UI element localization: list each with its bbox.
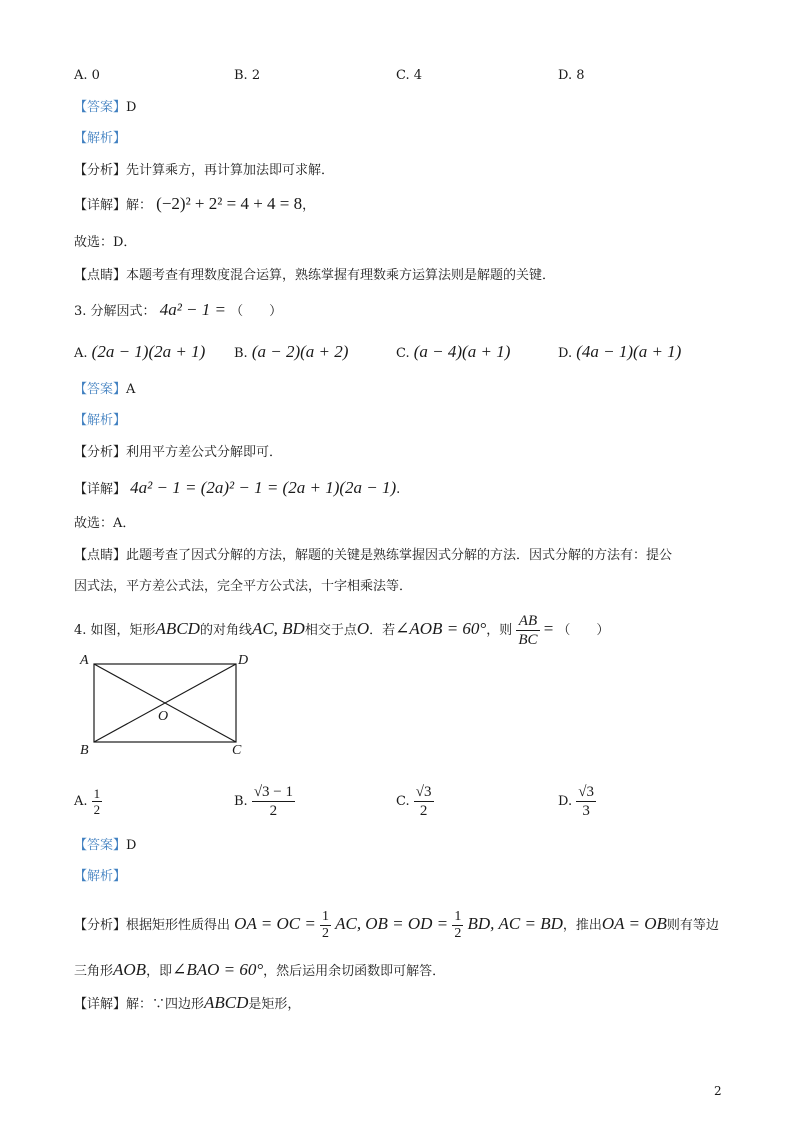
q3-option-a (74, 342, 205, 364)
fenxi-b: ，推出 (562, 918, 602, 933)
answer-value: D (126, 838, 137, 853)
q4-stem-c: 相交于点 (304, 623, 357, 638)
label-o: O (158, 709, 169, 724)
answer-value: A (126, 382, 136, 397)
q4-option-c-fraction (414, 783, 434, 820)
xiangjie-math: (−2)² + 2² = 4 + 4 = 8 (156, 194, 303, 213)
q4-stem-eq: = (543, 619, 554, 638)
fenxi-text: 利用平方差公式分解即可． (126, 445, 283, 460)
q4-option-a-fraction (92, 786, 103, 817)
fraction-denominator: 3 (582, 803, 590, 819)
xiangjie-tag: 【详解】 (74, 482, 127, 497)
q3-option-a-label: A. (74, 346, 88, 361)
q2-option-a: A. 0 (74, 68, 100, 83)
fenxi-line2-a: 三角形 (74, 964, 114, 979)
fraction-denominator: 2 (419, 803, 428, 819)
fenxi-tag: 【分析】 (74, 445, 127, 460)
fraction-numerator: √3 (578, 784, 594, 800)
fenxi-half-2 (452, 909, 463, 942)
fraction-numerator: 1 (454, 909, 462, 924)
dianjing-tag: 【点睛】 (74, 268, 127, 283)
q4-stem-acbd: AC, BD (251, 619, 305, 638)
xiangjie-tag: 【详解】 (74, 198, 127, 213)
xiangjie-suffix: ， (302, 198, 316, 213)
q4-option-c-label: C. (396, 794, 410, 809)
q4-fenxi-line1 (74, 904, 719, 946)
q4-stem-o: O (356, 619, 370, 638)
fraction-denominator: 2 (269, 803, 278, 819)
q4-option-b (234, 782, 295, 822)
fraction-numerator: √3 (415, 784, 432, 800)
answer-tag: 【答案】 (74, 382, 127, 397)
rectangle-diagram (74, 648, 264, 760)
q2-dianjing (74, 266, 555, 286)
fenxi-m2: AC, (335, 914, 362, 933)
q2-choose: 故选：D． (74, 235, 137, 250)
xiangjie-suffix: . (396, 482, 401, 497)
q3-answer (74, 380, 135, 400)
answer-value: D (126, 100, 137, 115)
xiangjie-b: 是矩形， (248, 997, 301, 1012)
fenxi-m4: BD, (467, 914, 495, 933)
fraction-denominator: 2 (321, 926, 329, 941)
q4-stem-angle: ∠AOB = 60° (395, 619, 487, 638)
dianjing-text: 此题考查了因式分解的方法，解题的关键是熟练掌握因式分解的方法．因式分解的方法有：提公 (126, 548, 673, 563)
q2-fenxi (74, 161, 334, 181)
fenxi-line2-b: ，即 (146, 964, 173, 979)
q3-stem (74, 300, 282, 322)
q3-analysis-tag: 【解析】 (74, 413, 127, 428)
xiangjie-prefix: 解： (126, 198, 153, 213)
fenxi-line2-m2: ∠BAO = 60° (172, 960, 264, 979)
fraction-numerator: 1 (93, 786, 101, 801)
fenxi-half-1 (320, 909, 331, 942)
xiangjie-tag: 【详解】 (74, 997, 127, 1012)
label-a: A (80, 653, 89, 668)
q4-stem-e: ，则 (486, 623, 513, 638)
fraction-denominator: BC (518, 632, 538, 648)
q3-option-b-math: (a − 2)(a + 2) (251, 342, 349, 361)
q4-analysis-tag: 【解析】 (74, 869, 127, 884)
xiangjie-a: 解：∵四边形 (126, 997, 205, 1012)
q4-fenxi-line2 (74, 960, 445, 982)
fenxi-m6: OA = OB (601, 914, 667, 933)
xiangjie-m: ABCD (204, 993, 249, 1012)
q4-option-a-label: A. (74, 794, 88, 809)
q3-stem-text: 3. 分解因式： (74, 304, 156, 319)
q3-stem-math: 4a² − 1 = (159, 300, 226, 319)
q2-xiangjie (74, 194, 315, 216)
fenxi-m3: OB = OD = (365, 914, 449, 933)
q4-stem-b: 的对角线 (199, 623, 252, 638)
dianjing-text: 本题考查有理数度混合运算，熟练掌握有理数乘方运算法则是解题的关键． (126, 268, 556, 283)
q4-stem-fraction (516, 612, 539, 649)
fenxi-line2-m1: AOB (113, 960, 147, 979)
q4-option-a (74, 782, 102, 822)
fraction-denominator: 2 (454, 926, 462, 941)
fenxi-m5: AC = BD (498, 914, 563, 933)
q3-option-a-math: (2a − 1)(2a + 1) (91, 342, 206, 361)
fenxi-m1: OA = OC = (234, 914, 316, 933)
q4-stem-end: （ ） (557, 623, 610, 638)
q4-option-d (558, 782, 596, 822)
q3-xiangjie (74, 478, 400, 500)
q3-option-d (558, 342, 681, 364)
xiangjie-math: 4a² − 1 = (2a)² − 1 = (2a + 1)(2a − 1) (130, 478, 397, 497)
answer-tag: 【答案】 (74, 838, 127, 853)
q4-answer (74, 836, 136, 856)
q3-option-c-label: C. (396, 346, 410, 361)
q2-answer (74, 98, 136, 118)
q3-dianjing-line2: 因式法，平方差公式法，完全平方公式法，十字相乘法等． (74, 579, 413, 594)
q3-choose: 故选：A． (74, 516, 136, 531)
fenxi-text: 先计算乘方，再计算加法即可求解． (126, 163, 335, 178)
q3-fenxi (74, 443, 282, 463)
q3-option-b-label: B. (234, 346, 248, 361)
dianjing-tag: 【点睛】 (74, 548, 127, 563)
q2-option-c: C. 4 (396, 68, 423, 83)
q4-option-c (396, 782, 434, 822)
label-c: C (232, 743, 242, 758)
q2-option-d: D. 8 (558, 68, 585, 83)
q4-stem-abcd: ABCD (155, 619, 200, 638)
label-b: B (80, 743, 89, 758)
q4-stem (74, 611, 609, 649)
q3-dianjing-line1 (74, 546, 672, 566)
q3-option-c (396, 342, 510, 364)
fraction-numerator: √3 − 1 (253, 784, 294, 800)
q3-option-b (234, 342, 348, 364)
fraction-denominator: 2 (93, 802, 101, 817)
q3-option-d-math: (4a − 1)(a + 1) (576, 342, 682, 361)
fenxi-line2-c: ，然后运用余切函数即可解答． (263, 964, 446, 979)
fenxi-c: 则有等边 (666, 918, 719, 933)
label-d: D (238, 653, 249, 668)
fenxi-tag: 【分析】 (74, 163, 127, 178)
q4-option-d-fraction (576, 783, 596, 820)
q3-option-d-label: D. (558, 346, 573, 361)
fraction-numerator: AB (516, 612, 539, 631)
q4-xiangjie (74, 993, 300, 1015)
page-number: 2 (714, 1084, 722, 1098)
q4-option-d-label: D. (558, 794, 573, 809)
q4-option-b-fraction (252, 783, 295, 820)
q4-stem-a: 4. 如图，矩形 (74, 623, 156, 638)
q4-stem-d: ．若 (369, 623, 396, 638)
fenxi-a: 根据矩形性质得出 (126, 918, 231, 933)
q3-stem-end: （ ） (230, 304, 283, 319)
fenxi-tag: 【分析】 (74, 918, 127, 933)
answer-tag: 【答案】 (74, 100, 127, 115)
q4-option-b-label: B. (234, 794, 248, 809)
q2-option-b: B. 2 (234, 68, 261, 83)
q2-analysis-tag: 【解析】 (74, 131, 127, 146)
q3-option-c-math: (a − 4)(a + 1) (413, 342, 511, 361)
fraction-numerator: 1 (321, 909, 329, 924)
